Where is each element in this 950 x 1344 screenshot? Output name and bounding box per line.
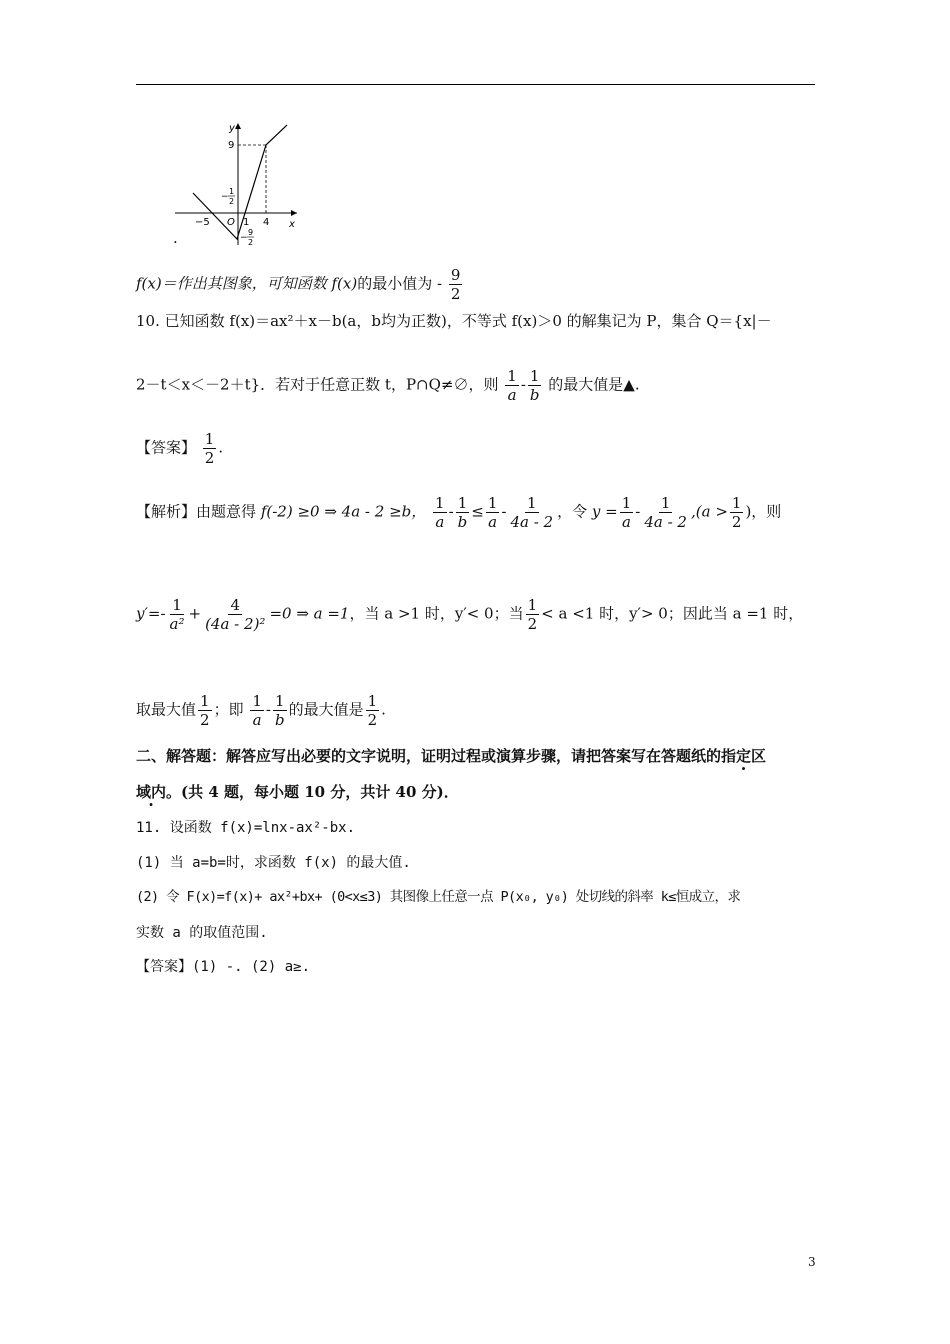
q9-min-den: 2 <box>450 285 461 303</box>
section2-dotted-text-2: 域内 <box>136 783 167 801</box>
y-tick-9: 9 <box>228 140 235 151</box>
max-frac-half-2 <box>366 692 380 729</box>
q10-max <box>136 692 386 729</box>
frac-den: a² <box>169 615 185 633</box>
q10-frac-1b <box>528 367 542 404</box>
q9-text-fx: f(x) <box>331 274 358 293</box>
q10-derivative <box>136 596 803 633</box>
q9-text-c: 的最小值为 <box>357 274 433 293</box>
analysis-frac-y1 <box>620 494 634 531</box>
deriv-frac-1 <box>168 596 187 633</box>
frac-num: 1 <box>252 692 262 710</box>
q11-part2-line2: 实数 a 的取值范围. <box>136 925 268 941</box>
frac-den: 4a - 2 <box>510 513 554 531</box>
frac-num: 1 <box>527 494 537 512</box>
analysis-cond-end: ) <box>745 502 752 521</box>
frac-num: 1 <box>527 596 538 614</box>
deriv-y: y′=- <box>136 604 166 623</box>
minus-sign: - <box>448 502 454 521</box>
frac-num: 1 <box>487 494 498 512</box>
x-tick-neg5: −5 <box>195 217 210 228</box>
frac-den: 2 <box>367 711 378 729</box>
frac-den: 4a - 2 <box>644 513 687 531</box>
analysis-frac-1b <box>456 494 470 531</box>
analysis-inequality: f(-2) ≥0 ⇒ 4a - 2 ≥b， <box>260 502 427 521</box>
frac-num: 1 <box>204 430 215 448</box>
max-frac-1a <box>250 692 264 729</box>
frac-den: a <box>622 513 631 531</box>
deriv-eq: =0 ⇒ a =1 <box>269 604 350 623</box>
section2-line2-text: 。(共 4 题，每小题 10 分，共计 40 分)． <box>166 783 459 801</box>
max-text-b: ；即 <box>213 700 244 719</box>
max-text-c: 的最大值是 <box>288 700 364 719</box>
deriv-case1: ，当 a >1 时，y′< 0；当 <box>349 604 524 623</box>
deriv-frac-2 <box>203 596 267 633</box>
frac-num: 1 <box>731 494 742 512</box>
analysis-cond: ,(a > <box>690 502 728 521</box>
max-text-a: 取最大值 <box>136 700 197 719</box>
analysis-frac-1a-2 <box>486 494 500 531</box>
q9-min-sign: - <box>437 274 443 293</box>
section2-line1-text: 二、解答题：解答应写出必要的文字说明，证明过程或演算步骤，请把答案写在答题纸的 <box>136 747 722 765</box>
frac-den: a <box>507 386 517 404</box>
low-label-sign: − <box>240 233 248 243</box>
le-sign: ≤ <box>471 502 484 521</box>
y-tick-neg-half-num: 1 <box>229 187 235 196</box>
frac-num: 1 <box>367 692 378 710</box>
deriv-frac-half <box>526 596 540 633</box>
function-graph <box>165 115 305 250</box>
section2-line2 <box>136 782 459 802</box>
minus-sign: - <box>501 502 507 521</box>
section2-line1 <box>136 746 766 766</box>
q10-answer <box>136 430 223 467</box>
plus-sign: + <box>188 604 202 623</box>
q9-text-a: f(x)＝作出其图象，可知函数 <box>136 274 327 293</box>
frac-num: 1 <box>529 367 540 385</box>
graph-lead-dot: . <box>173 229 178 247</box>
frac-den: (4a - 2)² <box>205 615 266 633</box>
frac-num: 1 <box>621 494 632 512</box>
frac-den: a <box>252 711 262 729</box>
q9-min-fraction <box>449 266 463 303</box>
page-number: 3 <box>808 1255 816 1269</box>
header-rule <box>136 84 815 85</box>
q10-line2a: 2－t＜x＜－2＋t}．若对于任意正数 t，P∩Q≠∅，则 <box>136 375 499 394</box>
y-tick-neg-half-den: 2 <box>229 197 235 206</box>
frac-num: 4 <box>230 596 241 614</box>
frac-den: 2 <box>731 513 742 531</box>
q10-frac-1a <box>505 367 519 404</box>
x-axis-label: x <box>289 219 295 230</box>
frac-num: 1 <box>172 596 182 614</box>
frac-den: a <box>435 513 445 531</box>
y-tick-neg-half-sign: − <box>221 192 229 202</box>
frac-den: 2 <box>204 449 215 467</box>
q11-part1: (1) 当 a=b=时，求函数 f(x) 的最大值. <box>136 855 411 871</box>
frac-den: b <box>457 513 468 531</box>
minus-sign: - <box>520 375 526 394</box>
max-frac-half <box>198 692 212 729</box>
analysis-text-a: 由题意得 <box>196 502 257 521</box>
q11-answer: 【答案】(1) -. (2) a≥. <box>136 959 311 975</box>
frac-num: 1 <box>275 692 285 710</box>
y-axis-arrow <box>235 123 241 129</box>
analysis-frac-y2 <box>642 494 689 531</box>
x-axis-arrow <box>291 210 297 216</box>
low-label-num: 9 <box>248 228 254 237</box>
frac-den: 2 <box>527 615 538 633</box>
minus-sign: - <box>635 502 641 521</box>
x-tick-4: 4 <box>263 217 270 228</box>
frac-den: 2 <box>200 711 210 729</box>
x-tick-1: 1 <box>243 217 250 228</box>
analysis-label: 【解析】 <box>136 502 197 521</box>
analysis-frac-1a <box>433 494 447 531</box>
frac-num: 1 <box>200 692 210 710</box>
answer-label: 【答案】 <box>136 438 197 457</box>
section2-dotted-text: 指定区 <box>721 747 767 765</box>
analysis-frac-half <box>730 494 744 531</box>
q10-analysis <box>136 494 781 531</box>
q10-line2 <box>136 367 640 404</box>
frac-num: 1 <box>660 494 671 512</box>
answer-end: . <box>218 438 224 457</box>
y-axis-label: y <box>229 123 235 134</box>
analysis-y: y = <box>591 502 618 521</box>
q10-line2b: 的最大值是▲. <box>548 375 640 394</box>
max-frac-1b <box>273 692 287 729</box>
analysis-ze: ，则 <box>751 502 782 521</box>
low-label-den: 2 <box>248 238 254 247</box>
frac-den: b <box>274 711 285 729</box>
analysis-ling: ，令 <box>557 502 588 521</box>
frac-num: 1 <box>457 494 468 512</box>
max-end: . <box>381 700 386 719</box>
frac-num: 1 <box>435 494 445 512</box>
q11-part2-line1: (2) 令 F(x)=f(x)+ ax²+bx+ (0<x≤3) 其图像上任意一点 P(x₀, y₀) 处切线的斜率 k≤恒成立，求 <box>136 889 741 905</box>
frac-num: 1 <box>507 367 517 385</box>
answer-fraction <box>203 430 217 467</box>
minus-sign: - <box>265 700 271 719</box>
q10-line1: 10. 已知函数 f(x)＝ax²＋x－b(a，b均为正数)，不等式 f(x)＞0 的解集记为 P，集合 Q＝{x|－ <box>136 312 772 330</box>
origin-label: O <box>227 217 235 228</box>
q9-min-num: 9 <box>450 266 461 284</box>
q9-conclusion <box>136 266 464 303</box>
analysis-frac-4a <box>508 494 555 531</box>
deriv-case2: < a <1 时，y′> 0；因此当 a =1 时， <box>541 604 804 623</box>
frac-den: a <box>488 513 498 531</box>
q11-stem: 11. 设函数 f(x)=lnx-ax²-bx. <box>136 820 356 836</box>
frac-den: b <box>529 386 540 404</box>
